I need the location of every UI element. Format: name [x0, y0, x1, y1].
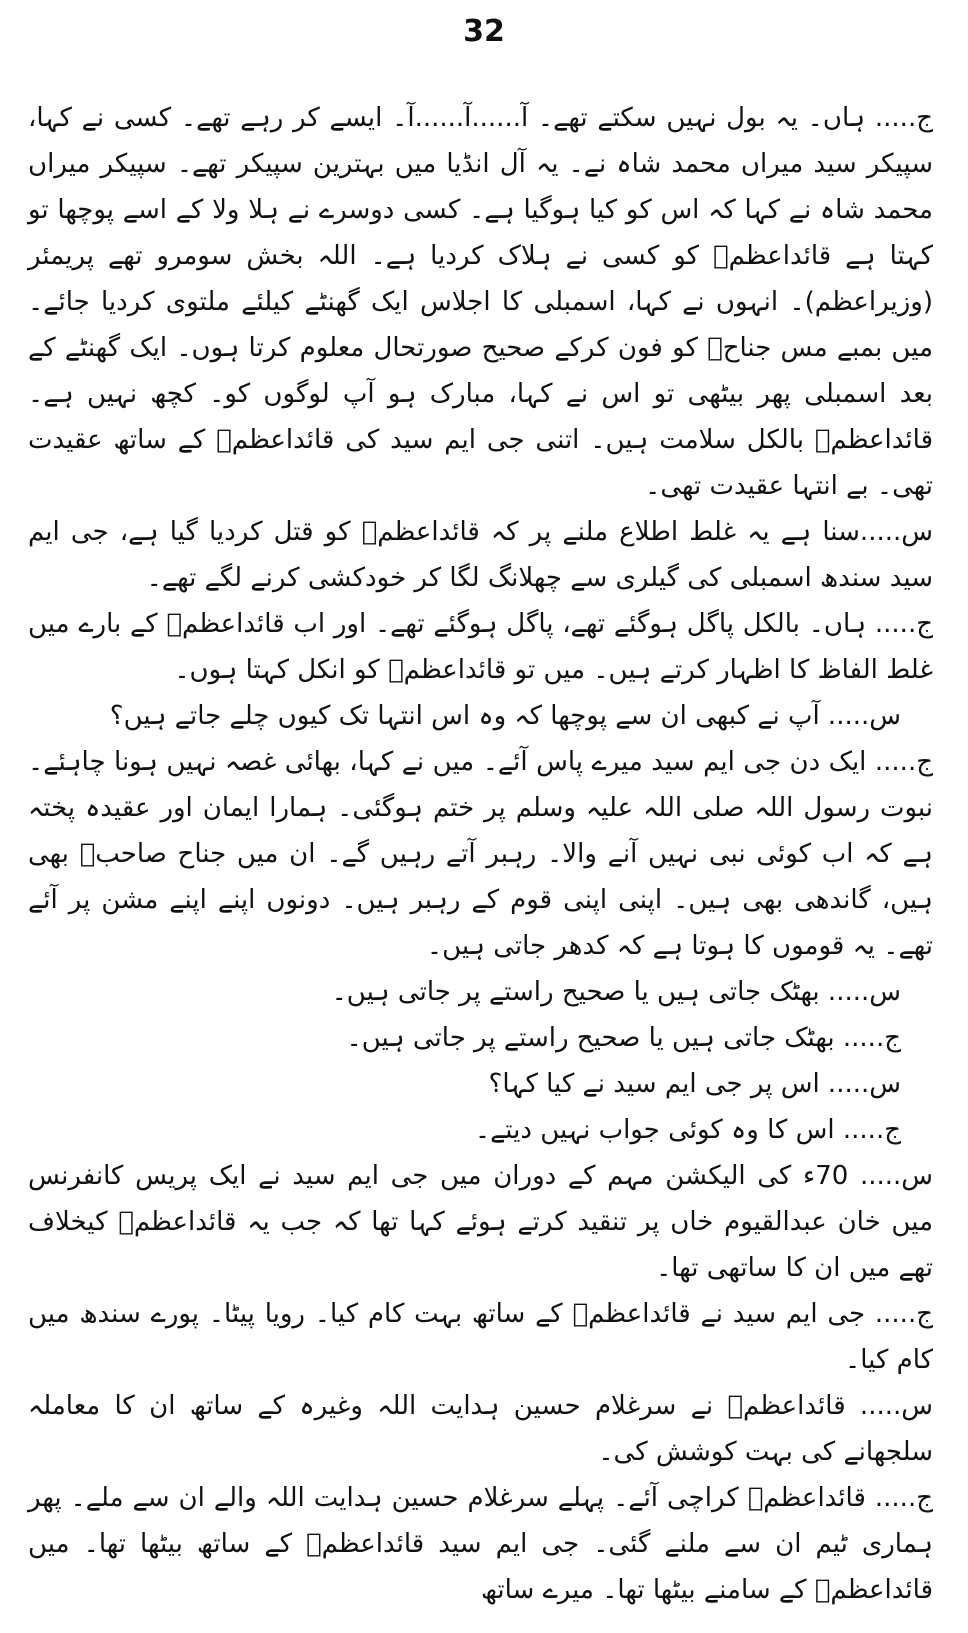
paragraph: س..... اس پر جی ایم سید نے کیا کہا؟ [488, 1069, 901, 1099]
paragraph: ج..... اس کا وہ کوئی جواب نہیں دیتے۔ [474, 1115, 901, 1145]
paragraph: ج..... جی ایم سید نے قائداعظمؒ کے ساتھ بہت کام کیا۔ رویا پیٹا۔ پورے سندھ میں کام کیا۔ [28, 1299, 933, 1375]
paragraph: ج..... ایک دن جی ایم سید میرے پاس آئے۔ میں نے کہا، بھائی غصہ نہیں ہونا چاہئے۔ نبوت رسول اللہ صلی اللہ علیہ وسلم پر ختم ہوگئی۔ ہمارا ایمان اور عقیدہ پختہ ہے کہ اب کوئی نبی نہیں آنے والا۔ رہبر آتے رہیں گے۔ ان میں جناح صاحبؒ بھی ہیں، گاندھی بھی ہیں۔ اپنی اپنی قوم کے رہبر ہیں۔ دونوں اپنے اپنے مشن پر آئے تھے۔ یہ قوموں کا ہوتا ہے کہ کدھر جاتی ہیں۔ [28, 747, 933, 961]
page-body [28, 95, 933, 1613]
paragraph: س.....سنا ہے یہ غلط اطلاع ملنے پر کہ قائداعظمؒ کو قتل کردیا گیا ہے، جی ایم سید سندھ اسمبلی کی گیلری سے چھلانگ لگا کر خودکشی کرنے لگے تھے۔ [28, 517, 933, 593]
paragraph: ج..... قائداعظمؒ کراچی آئے۔ پہلے سرغلام حسین ہدایت اللہ والے ان سے ملے۔ پھر ہماری ٹیم ان سے ملنے گئی۔ جی ایم سید قائداعظمؒ کے ساتھ بیٹھا تھا۔ میں قائداعظمؒ کے سامنے بیٹھا تھا۔ میرے ساتھ [28, 1483, 933, 1605]
paragraph: ج..... ہاں۔ یہ بول نہیں سکتے تھے۔ آ......آ......آ۔ ایسے کر رہے تھے۔ کسی نے کہا، سپیکر سید میراں محمد شاہ نے۔ یہ آل انڈیا میں بہترین سپیکر تھے۔ سپیکر میراں محمد شاہ نے کہا کہ اس کو کیا ہوگیا ہے۔ کسی دوسرے نے ہلا ولا کے اسے پوچھا تو کہتا ہے قائداعظمؒ کو کسی نے ہلاک کردیا ہے۔ اللہ بخش سومرو تھے پریمئر (وزیراعظم)۔ انہوں نے کہا، اسمبلی کا اجلاس ایک گھنٹے کیلئے ملتوی کردیا جائے۔ میں بمبے مس جناحؒ کو فون کرکے صحیح صورتحال معلوم کرتا ہوں۔ ایک گھنٹے کے بعد اسمبلی پھر بیٹھی تو اس نے کہا، مبارک ہو آپ لوگوں کو۔ کچھ نہیں ہے۔ قائداعظمؒ بالکل سلامت ہیں۔ اتنی جی ایم سید کی قائداعظمؒ کے ساتھ عقیدت تھی۔ بے انتہا عقیدت تھی۔ [28, 103, 933, 501]
paragraph: س..... 70ء کی الیکشن مہم کے دوران میں جی ایم سید نے ایک پریس کانفرنس میں خان عبدالقیوم خاں پر تنقید کرتے ہوئے کہا تھا کہ جب یہ قائداعظمؒ کیخلاف تھے میں ان کا ساتھی تھا۔ [28, 1161, 934, 1283]
paragraph: ج..... ہاں۔ بالکل پاگل ہوگئے تھے، پاگل ہوگئے تھے۔ اور اب قائداعظمؒ کے بارے میں غلط الفاظ کا اظہار کرتے ہیں۔ میں تو قائداعظمؒ کو انکل کہتا ہوں۔ [28, 609, 933, 685]
paragraph: س..... قائداعظمؒ نے سرغلام حسین ہدایت اللہ وغیرہ کے ساتھ ان کا معاملہ سلجھانے کی بہت کوشش کی۔ [28, 1391, 933, 1467]
page-number: 32 [463, 14, 505, 49]
paragraph: س..... آپ نے کبھی ان سے پوچھا کہ وہ اس انتہا تک کیوں چلے جاتے ہیں؟ [109, 701, 901, 731]
paragraph: س..... بھٹک جاتی ہیں یا صحیح راستے پر جاتی ہیں۔ [331, 977, 901, 1007]
paragraph: ج..... بھٹک جاتی ہیں یا صحیح راستے پر جاتی ہیں۔ [346, 1023, 901, 1053]
